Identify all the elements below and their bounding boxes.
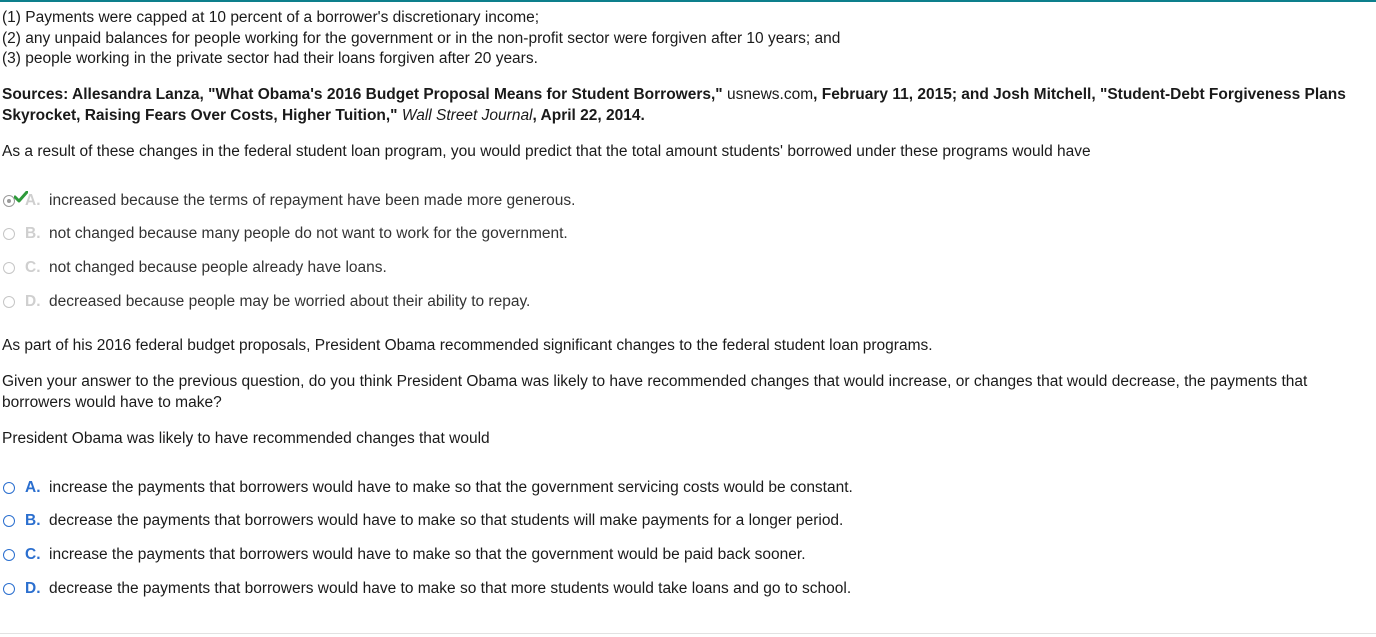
sources-journal: Wall Street Journal — [401, 106, 533, 124]
q1-choice-d[interactable] — [3, 292, 530, 312]
q2-letter-b: B. — [25, 512, 41, 529]
sources-citation — [2, 85, 1372, 126]
context-item-2: (2) any unpaid balances for people working for the government or in the non-profit sector were forgiven after 10 years; and — [2, 30, 841, 47]
q2-letter-d: D. — [25, 580, 41, 597]
q2-choice-d[interactable] — [3, 579, 851, 599]
q1-text-d: decreased because people may be worried about their ability to repay. — [49, 293, 531, 310]
q2-choice-a[interactable] — [3, 478, 853, 498]
q1-radio-a[interactable] — [3, 195, 15, 207]
question-2-intro: As part of his 2016 federal budget proposals, President Obama recommended significant changes to the federal student loan programs. — [2, 337, 933, 354]
checkmark-icon — [14, 191, 28, 203]
question-2-prompt: Given your answer to the previous question, do you think President Obama was likely to have recommended changes that would increase, or changes that would decrease, the payments that borrowers would have to make? — [2, 373, 1308, 411]
q1-letter-c: C. — [25, 259, 41, 276]
q1-radio-b[interactable] — [3, 228, 15, 240]
q1-text-b: not changed because many people do not want to work for the government. — [49, 225, 568, 242]
q2-radio-c[interactable] — [3, 549, 15, 561]
q2-choice-c[interactable] — [3, 545, 806, 565]
question-2-stem: President Obama was likely to have recommended changes that would — [2, 430, 490, 447]
q2-radio-b[interactable] — [3, 515, 15, 527]
bottom-divider — [0, 633, 1376, 634]
q1-letter-b: B. — [25, 225, 41, 242]
q1-radio-d[interactable] — [3, 296, 15, 308]
context-item-1: (1) Payments were capped at 10 percent of a borrower's discretionary income; — [2, 9, 540, 26]
q2-text-c: increase the payments that borrowers would have to make so that the government would be paid back sooner. — [49, 546, 806, 563]
context-item-3: (3) people working in the private sector had their loans forgiven after 20 years. — [2, 50, 538, 67]
q1-letter-a: A. — [25, 192, 41, 209]
q2-text-a: increase the payments that borrowers would have to make so that the government servicing costs would be constant. — [49, 479, 853, 496]
q2-choice-b[interactable] — [3, 511, 843, 531]
q2-radio-a[interactable] — [3, 482, 15, 494]
q2-text-d: decrease the payments that borrowers would have to make so that more students would take loans and go to school. — [49, 580, 852, 597]
sources-site: usnews.com — [722, 86, 814, 103]
sources-part-2: , February 11, 2015; and Josh Mitchell, "Student-Debt Forgiveness Plans Skyrocket, Raising Fears Over Costs, Higher Tuition," — [2, 86, 1346, 124]
q2-letter-c: C. — [25, 546, 41, 563]
q2-letter-a: A. — [25, 479, 41, 496]
q1-choice-a[interactable] — [3, 191, 575, 211]
q1-letter-d: D. — [25, 293, 41, 310]
q1-text-c: not changed because people already have loans. — [49, 259, 387, 276]
sources-part-1: Sources: Allesandra Lanza, "What Obama's 2016 Budget Proposal Means for Student Borrowers," — [2, 86, 723, 103]
q1-choice-c[interactable] — [3, 258, 387, 278]
q1-text-a: increased because the terms of repayment have been made more generous. — [49, 192, 576, 209]
q2-text-b: decrease the payments that borrowers would have to make so that students will make payments for a longer period. — [49, 512, 844, 529]
sources-part-3: , April 22, 2014. — [532, 106, 645, 124]
top-accent-rule — [0, 0, 1376, 2]
q1-choice-b[interactable] — [3, 224, 568, 244]
q2-radio-d[interactable] — [3, 583, 15, 595]
q1-radio-c[interactable] — [3, 262, 15, 274]
question-1-prompt: As a result of these changes in the federal student loan program, you would predict that the total amount students' borrowed under these programs would have — [2, 143, 1091, 160]
